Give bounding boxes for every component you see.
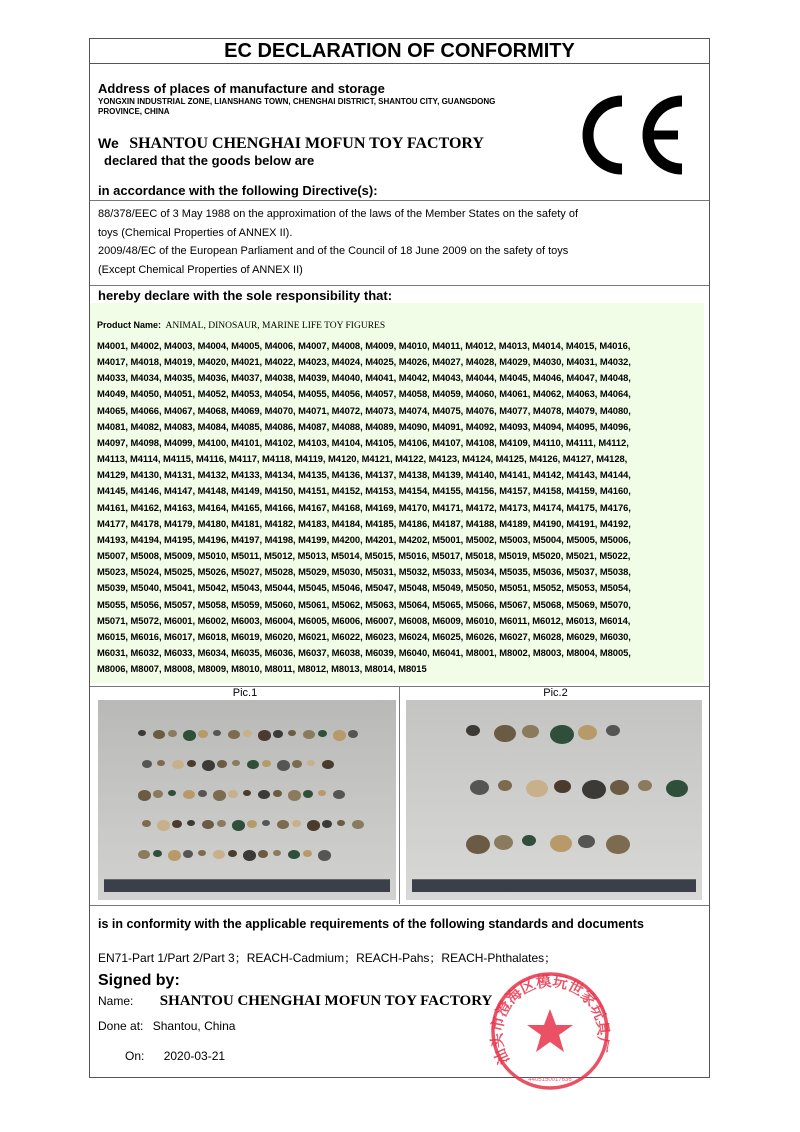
product-name-value: ANIMAL, DINOSAUR, MARINE LIFE TOY FIGURES (165, 321, 386, 331)
toy-figure (322, 760, 334, 769)
toy-figure (292, 820, 301, 827)
toy-figure (168, 850, 181, 861)
toy-figure (550, 725, 574, 744)
toy-figure (198, 850, 206, 856)
toy-figure (258, 850, 268, 858)
toy-figure (273, 730, 283, 738)
directive-line: (Except Chemical Properties of ANNEX II) (98, 263, 303, 276)
toy-figure (322, 820, 332, 828)
ruler (412, 879, 696, 892)
model-number-line: M6031, M6032, M6033, M6034, M6035, M6036, M6037, M6038, M6039, M6040, M6041, M8001, M8002, M8003, M8004, M8005, (97, 646, 631, 658)
toy-figure (187, 760, 196, 767)
model-number-line: M4033, M4034, M4035, M4036, M4037, M4038, M4039, M4040, M4041, M4042, M4043, M4044, M4045, M4046, M4047, M4048, (97, 372, 631, 384)
model-number-line: M4177, M4178, M4179, M4180, M4181, M4182, M4183, M4184, M4185, M4186, M4187, M4188, M4189, M4190, M4191, M4192, (97, 517, 631, 529)
toy-figure (498, 780, 512, 791)
toy-figure (606, 835, 630, 854)
toy-figure (157, 760, 165, 766)
toy-figure (307, 760, 315, 766)
toy-figure (217, 820, 226, 827)
document-title: EC DECLARATION OF CONFORMITY (90, 39, 709, 64)
model-number-line: M4113, M4114, M4115, M4116, M4117, M4118, M4119, M4120, M4121, M4122, M4123, M4124, M4125, M4126, M4127, M4128, (97, 453, 628, 465)
toy-figure (138, 850, 150, 859)
toy-figure (213, 850, 225, 859)
model-number-list (97, 338, 631, 677)
toy-figure (228, 730, 240, 739)
toy-figure (198, 730, 208, 738)
toy-figure (522, 835, 536, 846)
toy-figure (247, 760, 259, 769)
toy-figure (243, 850, 256, 861)
toy-figure (352, 820, 364, 829)
toy-figure (638, 780, 652, 791)
svg-text:4405150017636: 4405150017636 (528, 1077, 572, 1083)
toy-figure (307, 820, 320, 831)
toy-figure (582, 780, 606, 799)
conformity-heading: is in conformity with the applicable requirements of the following standards and documents (98, 917, 644, 931)
model-number-line: M4097, M4098, M4099, M4100, M4101, M4102, M4103, M4104, M4105, M4106, M4107, M4108, M4109, M4110, M4111, M4112, (97, 436, 629, 448)
model-number-line: M5055, M5056, M5057, M5058, M5059, M5060, M5061, M5062, M5063, M5064, M5065, M5066, M5067, M5068, M5069, M5070, (97, 598, 631, 610)
toy-figure (217, 760, 227, 768)
toy-figure (262, 760, 271, 767)
model-number-line: M4081, M4082, M4083, M4084, M4085, M4086, M4087, M4088, M4089, M4090, M4091, M4092, M4093, M4094, M4095, M4096, (97, 420, 631, 432)
toy-figure (232, 820, 245, 831)
pic-1-label: Pic.1 (232, 687, 258, 699)
model-number-line: M5007, M5008, M5009, M5010, M5011, M5012, M5013, M5014, M5015, M5016, M5017, M5018, M5019, M5020, M5021, M5022, (97, 550, 631, 562)
toy-figure (578, 725, 597, 740)
toy-figure (494, 835, 513, 850)
ce-mark-logo (574, 89, 694, 179)
toy-figure (168, 730, 177, 737)
toy-figure (213, 730, 221, 736)
toy-figure (183, 790, 195, 799)
toy-figure (258, 790, 270, 799)
standards-list: EN71-Part 1/Part 2/Part 3；REACH-Cadmium；REACH-Pahs；REACH-Phthalates； (98, 951, 557, 965)
toy-figure (183, 730, 196, 741)
toy-figure (288, 730, 296, 736)
directives-list (98, 205, 578, 279)
toy-figure (187, 820, 195, 826)
toy-figure (247, 820, 257, 828)
toy-figure (494, 725, 516, 742)
toy-figure (318, 850, 331, 861)
toy-figure (526, 780, 548, 797)
toy-figure (232, 760, 240, 766)
company-seal-stamp (488, 969, 612, 1093)
svg-text:汕头市澄海区模玩世家玩具厂: 汕头市澄海区模玩世家玩具厂 (488, 972, 612, 1068)
toy-figure (142, 760, 152, 768)
signed-by-heading: Signed by: (98, 972, 180, 989)
date-value: 2020-03-21 (163, 1049, 226, 1063)
toy-figure (153, 730, 165, 739)
model-number-line: M8006, M8007, M8008, M8009, M8010, M8011, M8012, M8013, M8014, M8015 (97, 663, 427, 675)
toy-figure (138, 730, 146, 736)
ruler (104, 879, 390, 892)
toy-figure (466, 725, 480, 736)
declaration-document (89, 38, 710, 1083)
toy-figure (202, 760, 215, 771)
model-number-line: M4145, M4146, M4147, M4148, M4149, M4150, M4151, M4152, M4153, M4154, M4155, M4156, M4157, M4158, M4159, M4160, (97, 485, 631, 497)
toy-figure (202, 820, 214, 829)
toy-figure (610, 780, 629, 795)
address-line-1: YONGXIN INDUSTRIAL ZONE, LIANSHANG TOWN, CHENGHAI DISTRICT, SHANTOU CITY, GUANGDONG (98, 97, 496, 106)
model-number-line: M4001, M4002, M4003, M4004, M4005, M4006, M4007, M4008, M4009, M4010, M4011, M4012, M4013, M4014, M4015, M4016, (97, 340, 631, 351)
directives-heading: in accordance with the following Directive(s): (98, 183, 378, 198)
address-heading: Address of places of manufacture and storage (98, 81, 385, 96)
toy-figure (142, 820, 151, 827)
toy-figure (153, 850, 162, 857)
toy-figure (168, 790, 176, 796)
toy-figure (243, 790, 251, 796)
toy-figure (273, 850, 281, 856)
toy-figure (348, 730, 358, 738)
pic-2-dinosaur-figures-photo (406, 700, 702, 900)
product-name-label: Product Name: (97, 320, 162, 330)
model-number-line: M5071, M5072, M6001, M6002, M6003, M6004, M6005, M6006, M6007, M6008, M6009, M6010, M6011, M6012, M6013, M6014, (97, 614, 631, 626)
toy-figure (183, 850, 193, 858)
we-label: We (98, 135, 119, 151)
toy-figure (262, 820, 270, 826)
toy-figure (578, 835, 595, 848)
model-number-line: M4065, M4066, M4067, M4068, M4069, M4070, M4071, M4072, M4073, M4074, M4075, M4076, M4077, M4078, M4079, M4080, (97, 404, 631, 416)
toy-figure (554, 780, 571, 793)
product-section (90, 303, 704, 683)
toy-figure (303, 730, 315, 739)
declared-text: declared that the goods below are (104, 153, 315, 168)
name-label: Name: (98, 994, 134, 1008)
toy-figure (277, 760, 290, 771)
toy-figure (522, 725, 539, 738)
pic-1-animal-figures-photo (98, 700, 396, 900)
toy-figure (292, 760, 302, 768)
toy-figure (277, 820, 289, 829)
toy-figure (172, 820, 182, 828)
address-line-2: PROVINCE, CHINA (98, 107, 170, 116)
done-at-label: Done at: (98, 1019, 144, 1033)
toy-figure (470, 780, 489, 795)
toy-figure (318, 790, 326, 796)
model-number-line: M5023, M5024, M5025, M5026, M5027, M5028, M5029, M5030, M5031, M5032, M5033, M5034, M5035, M5036, M5037, M5038, (97, 566, 631, 578)
toy-figure (466, 835, 490, 854)
toy-figure (333, 730, 346, 741)
toy-figure (288, 790, 301, 801)
toy-figure (318, 730, 327, 737)
toy-figure (228, 790, 238, 798)
toy-figure (138, 790, 151, 801)
model-number-line: M4193, M4194, M4195, M4196, M4197, M4198, M4199, M4200, M4201, M4202, M5001, M5002, M5003, M5004, M5005, M5006, (97, 533, 631, 545)
toy-figure (303, 790, 313, 798)
signer-name: SHANTOU CHENGHAI MOFUN TOY FACTORY (159, 993, 493, 1009)
toy-figure (337, 820, 345, 826)
toy-figure (172, 760, 184, 769)
toy-figure (153, 790, 163, 798)
toy-figure (228, 850, 237, 857)
directive-line: toys (Chemical Properties of ANNEX II). (98, 226, 293, 239)
directive-line: 2009/48/EC of the European Parliament and of the Council of 18 June 2009 on the safety of toys (98, 245, 569, 257)
toy-figure (157, 820, 170, 831)
toy-figure (243, 730, 252, 737)
toy-figure (288, 850, 300, 859)
toy-figure (198, 790, 207, 797)
declare-heading: hereby declare with the sole responsibility that: (98, 288, 393, 303)
toy-figure (273, 790, 282, 797)
model-number-line: M6015, M6016, M6017, M6018, M6019, M6020, M6021, M6022, M6023, M6024, M6025, M6026, M6027, M6028, M6029, M6030, (97, 630, 631, 642)
on-label: On: (125, 1049, 145, 1063)
toy-figure (213, 790, 226, 801)
company-name: SHANTOU CHENGHAI MOFUN TOY FACTORY (129, 135, 484, 152)
model-number-line: M4017, M4018, M4019, M4020, M4021, M4022, M4023, M4024, M4025, M4026, M4027, M4028, M4029, M4030, M4031, M4032, (97, 356, 631, 368)
toy-figure (333, 790, 345, 799)
toy-figure (606, 725, 620, 736)
model-number-line: M4129, M4130, M4131, M4132, M4133, M4134, M4135, M4136, M4137, M4138, M4139, M4140, M4141, M4142, M4143, M4144, (97, 469, 631, 481)
model-number-line: M4161, M4162, M4163, M4164, M4165, M4166, M4167, M4168, M4169, M4170, M4171, M4172, M4173, M4174, M4175, M4176, (97, 501, 631, 513)
toy-figure (303, 850, 312, 857)
done-at-value: Shantou, China (152, 1019, 236, 1033)
model-number-line: M4049, M4050, M4051, M4052, M4053, M4054, M4055, M4056, M4057, M4058, M4059, M4060, M4061, M4062, M4063, M4064, (97, 388, 631, 400)
pic-2-label: Pic.2 (543, 687, 568, 699)
toy-figure (666, 780, 688, 797)
directive-line: 88/378/EEC of 3 May 1988 on the approximation of the laws of the Member States on the safety of (98, 208, 579, 220)
toy-figure (550, 835, 572, 852)
toy-figure (258, 730, 271, 741)
model-number-line: M5039, M5040, M5041, M5042, M5043, M5044, M5045, M5046, M5047, M5048, M5049, M5050, M5051, M5052, M5053, M5054, (97, 582, 631, 594)
